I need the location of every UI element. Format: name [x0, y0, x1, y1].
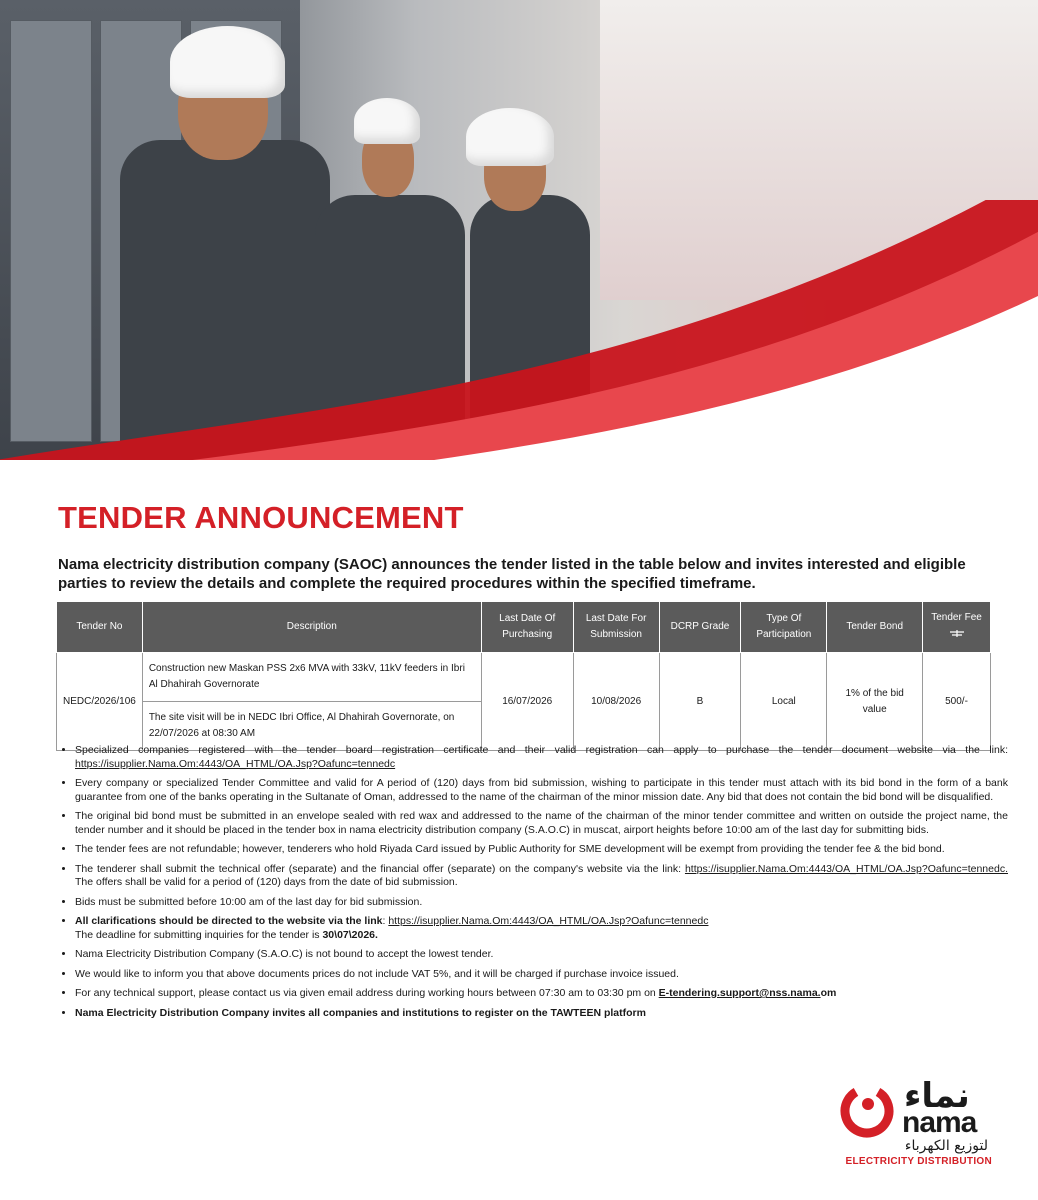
list-item — [75, 863, 1008, 890]
tender-table — [56, 601, 991, 751]
intro-paragraph: Nama electricity distribution company (SAOC) announces the tender listed in the table below and invites interested and eligible parties to review the details and complete the required procedures within the specified timeframe. — [58, 556, 966, 592]
cell-tender-no: NEDC/2026/106 — [57, 653, 143, 751]
list-item — [75, 987, 1008, 1001]
header-tender-no: Tender No — [57, 602, 143, 653]
list-item: • Nama Electricity Distribution Company (S.A.O.C) is not bound to accept the lowest tender. — [75, 948, 1008, 962]
list-item — [75, 744, 1008, 771]
logo-english-tagline: ELECTRICITY DISTRIBUTION — [845, 1156, 992, 1167]
header-description: Description — [142, 602, 481, 653]
nama-ring-icon — [838, 1082, 896, 1140]
page-title: TENDER ANNOUNCEMENT — [58, 500, 464, 535]
list-item: • The original bid bond must be submitted in an envelope sealed with red wax and addressed to the name of the chairman of the minor tender committee and written on outside the project name, the tender number and it should be placed in the tender box in nama electricity distribution company (S.A.O.C) in muscat, airport heights before 10:00 am of the last day for submitting bids. — [75, 810, 1008, 837]
inquiry-deadline: 30\07\2026. — [322, 928, 378, 941]
header-last-submission: Last Date For Submission — [573, 602, 659, 653]
note-text: The tenderer shall submit the technical offer (separate) and the financial offer (separate) on the company's website via the link: — [75, 862, 685, 875]
cell-tender-fee: 500/- — [923, 653, 991, 751]
note-text: The offers shall be valid for a period of (120) days from the date of bid submission. — [75, 876, 458, 888]
logo-arabic-tagline: لتوزيع الكهرباء — [904, 1138, 988, 1154]
isupplier-link[interactable]: https://isupplier.Nama.Om:4443/OA_HTML/OA.Jsp?Oafunc=tennedc — [75, 757, 396, 770]
hero-photo — [0, 0, 1038, 460]
cell-description — [142, 653, 481, 751]
table-row — [57, 653, 991, 751]
note-bold-text: Nama Electricity Distribution Company invites all companies and institutions to register on the TAWTEEN platform — [75, 1006, 646, 1019]
header-tender-fee — [923, 602, 991, 653]
list-item — [75, 915, 1008, 942]
nama-logo — [838, 1076, 998, 1176]
list-item: • Every company or specialized Tender Committee and valid for A period of (120) days from bid submission, wishing to participate in this tender must attach with its bid bond in the form of a bank guarantee from one of the banks operating in the Sultanate of Oman, addressed to the name of the chairman of the minor mission date. Any bid that does not contain the bid bond will be disqualified. — [75, 777, 1008, 804]
note-text: For any technical support, please contact us via given email address during working hours between 07:30 am to 03:30 pm on — [75, 987, 659, 999]
list-item: • The tender fees are not refundable; however, tenderers who hold Riyada Card issued by Public Authority for SME development will be exempt from providing the tender fee & the bid bond. — [75, 843, 1008, 857]
note-text: The deadline for submitting inquiries for the tender is — [75, 928, 323, 941]
logo-english-name: nama — [902, 1106, 977, 1139]
isupplier-link[interactable]: https://isupplier.Nama.Om:4443/OA_HTML/OA.Jsp?Oafunc=tennedc. — [684, 862, 1008, 875]
header-last-purchasing: Last Date Of Purchasing — [481, 602, 573, 653]
note-bold-text: All clarifications should be directed to the website via the link — [75, 915, 383, 927]
header-tender-fee-label: Tender Fee — [931, 612, 982, 623]
list-item: • We would like to inform you that above documents prices do not include VAT 5%, and it will be charged if purchase invoice issued. — [75, 968, 1008, 982]
header-tender-bond: Tender Bond — [827, 602, 923, 653]
logo-arabic-name: نماء — [904, 1076, 970, 1116]
note-text: Specialized companies registered with the tender board registration certificate and their valid registration can apply to purchase the tender document website via the link: — [75, 744, 1008, 756]
cell-participation: Local — [741, 653, 827, 751]
list-item — [75, 1007, 1008, 1021]
notes-list — [57, 744, 1008, 1026]
support-email-main: E-tendering.support@nss.nama. — [658, 987, 821, 999]
cell-last-purchasing: 16/07/2026 — [481, 653, 573, 751]
header-participation: Type Of Participation — [741, 602, 827, 653]
clarification-link[interactable]: https://isupplier.Nama.Om:4443/OA_HTML/OA.Jsp?Oafunc=tennedc — [388, 915, 709, 927]
cell-last-submission: 10/08/2026 — [573, 653, 659, 751]
description-scope: Construction new Maskan PSS 2x6 MVA with 33kV, 11kV feeders in Ibri Al Dhahirah Governorate — [143, 653, 481, 702]
description-site-visit: The site visit will be in NEDC Ibri Office, Al Dhahirah Governorate, on 22/07/2026 at 08:30 AM — [148, 712, 455, 739]
red-swoosh-graphic — [0, 200, 1038, 460]
cell-dcrp-grade: B — [659, 653, 741, 751]
table-header-row — [57, 602, 991, 653]
support-email-tld: om — [820, 987, 837, 999]
cell-tender-bond: 1% of the bid value — [827, 653, 923, 751]
list-item: • Bids must be submitted before 10:00 am of the last day for bid submission. — [75, 896, 1008, 910]
support-email-link[interactable] — [659, 987, 837, 999]
rial-symbol-icon — [927, 628, 986, 644]
header-dcrp-grade: DCRP Grade — [659, 602, 741, 653]
note-separator: : — [382, 915, 389, 927]
